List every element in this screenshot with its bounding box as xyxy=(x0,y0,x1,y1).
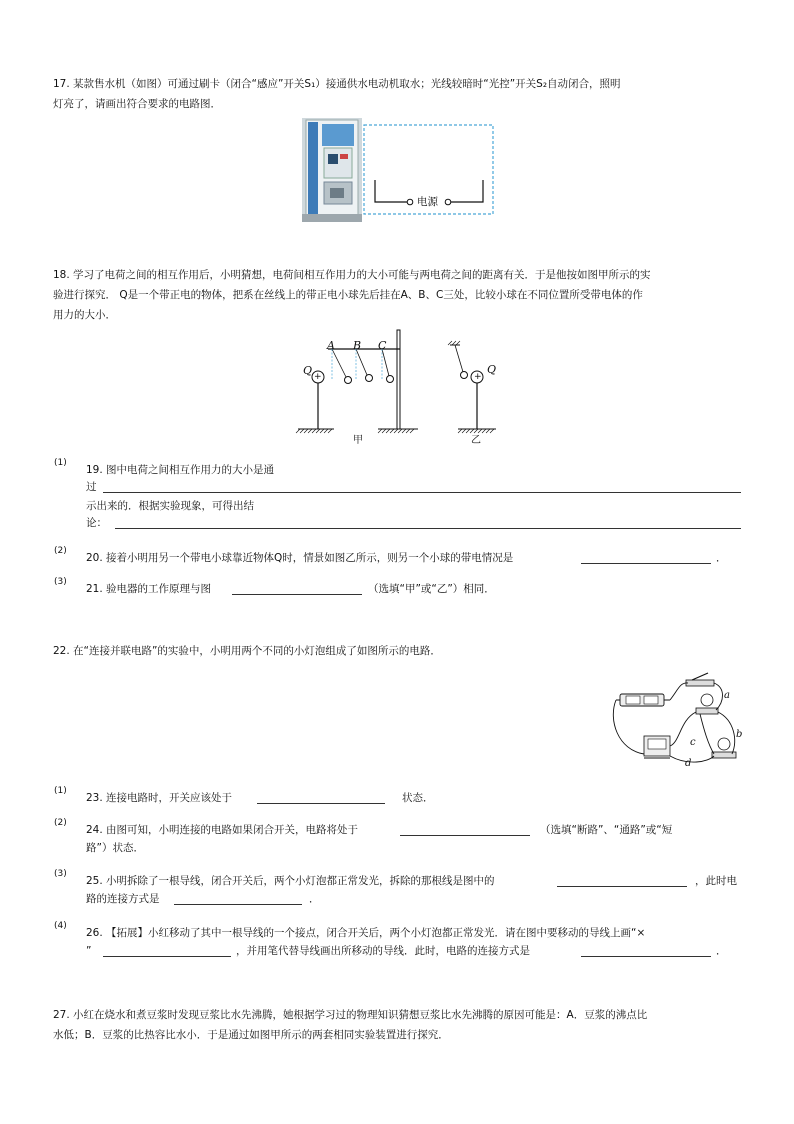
q25-text: 25. 小明拆除了一根导线，闭合开关后，两个小灯泡都正常发光，拆除的那根线是图中的 xyxy=(86,875,495,887)
q19-answer-line-1[interactable] xyxy=(103,492,741,493)
wire-label-d: d xyxy=(685,758,692,769)
q18-line2: 验进行探究． Q是一个带正电的物体，把系在丝线上的带正电小球先后挂在A、B、C三处，比较小球在不同位置所受带电体的作 xyxy=(53,289,643,301)
parallel-circuit-figure xyxy=(608,670,748,772)
q22-text: 22. 在“连接并联电路”的实验中，小明用两个不同的小灯泡组成了如图所示的电路． xyxy=(53,645,441,657)
q23-answer-line[interactable] xyxy=(257,803,385,804)
q20-answer-line[interactable] xyxy=(581,563,711,564)
q26-end: ． xyxy=(716,945,727,957)
electrostatics-figure xyxy=(290,325,520,445)
q17-line2: 灯亮了，请画出符合要求的电路图． xyxy=(53,98,221,110)
q20-text: 20. 接着小明用另一个带电小球靠近物体Q时，情景如图乙所示，则另一个小球的带电情况是 xyxy=(86,552,514,564)
plus-sign-jia: + xyxy=(314,372,322,382)
plus-sign-yi: + xyxy=(474,372,482,382)
q21-answer-line[interactable] xyxy=(232,594,362,595)
q19-text-a: 19. 图中电荷之间相互作用力的大小是通 xyxy=(86,464,275,476)
q18-line1: 18. 学习了电荷之间的相互作用后，小明猜想，电荷间相互作用力的大小可能与两电荷之间的距离有关．于是他按如图甲所示的实 xyxy=(53,269,651,281)
q24-line2: 路”）状态． xyxy=(86,842,144,854)
q24-text: 24. 由图可知，小明连接的电路如果闭合开关，电路将处于 xyxy=(86,824,359,836)
q21-end: （选填“甲”或“乙”）相同． xyxy=(368,583,495,595)
q27-line2: 水低；B．豆浆的比热容比水小．于是通过如图甲所示的两套相同实验装置进行探究． xyxy=(53,1029,449,1041)
q23-text: 23. 连接电路时，开关应该处于 xyxy=(86,792,233,804)
q26-line2b: ，并用笔代替导线画出所移动的导线．此时，电路的连接方式是 xyxy=(236,945,530,957)
label-b: B xyxy=(353,339,362,352)
figure-label-yi: 乙 xyxy=(471,435,481,446)
q21-text: 21. 验电器的工作原理与图 xyxy=(86,583,212,595)
q19-part-number: (1) xyxy=(54,458,67,468)
q27-line1: 27. 小红在烧水和煮豆浆时发现豆浆比水先沸腾，她根据学习过的物理知识猜想豆浆比水先沸腾的原因可能是：A．豆浆的沸点比 xyxy=(53,1009,648,1021)
q25-answer-line-2[interactable] xyxy=(174,904,302,905)
power-source-label: 电源 xyxy=(417,196,438,208)
q24-end: （选填“断路”、“通路”或“短 xyxy=(540,824,673,836)
wire-label-b: b xyxy=(736,729,743,740)
q25-end: ，此时电 xyxy=(695,875,737,887)
label-q-yi: Q xyxy=(487,363,497,376)
q26-answer-line-1[interactable] xyxy=(103,956,231,957)
q26-line2a: ” xyxy=(86,945,92,957)
q26-part-number: (4) xyxy=(54,921,67,931)
vending-machine-image xyxy=(302,118,362,222)
q21-part-number: (3) xyxy=(54,577,67,587)
label-q-jia: Q xyxy=(303,364,313,377)
q20-end: ． xyxy=(716,552,727,564)
wire-label-a: a xyxy=(724,690,730,701)
q25-end2: ． xyxy=(309,893,320,905)
q23-end: 状态． xyxy=(402,792,434,804)
figure-label-jia: 甲 xyxy=(353,435,363,446)
q19-text-c: 示出来的．根据实验现象，可得出结 xyxy=(86,500,254,512)
wire-label-c: c xyxy=(690,737,696,748)
q19-answer-line-2[interactable] xyxy=(115,528,741,529)
q25-answer-line-1[interactable] xyxy=(557,886,687,887)
q25-part-number: (3) xyxy=(54,869,67,879)
q23-part-number: (1) xyxy=(54,786,67,796)
q25-line2: 路的连接方式是 xyxy=(86,893,160,905)
q26-text: 26. 【拓展】小红移动了其中一根导线的一个接点，闭合开关后，两个小灯泡都正常发光．请在图中要移动的导线上画“× xyxy=(86,927,646,939)
q19-text-b: 过 xyxy=(86,481,97,493)
label-a: A xyxy=(327,339,335,352)
q26-answer-line-2[interactable] xyxy=(581,956,711,957)
q19-text-d: 论： xyxy=(86,517,107,529)
q24-answer-line[interactable] xyxy=(400,835,530,836)
q18-line3: 用力的大小． xyxy=(53,309,116,321)
q20-part-number: (2) xyxy=(54,546,67,556)
q17-line1: 17. 某款售水机（如图）可通过刷卡（闭合“感应”开关S₁）接通供水电动机取水；光线较暗时“光控”开关S₂自动闭合，照明 xyxy=(53,78,621,90)
q24-part-number: (2) xyxy=(54,818,67,828)
label-c: C xyxy=(378,339,387,352)
